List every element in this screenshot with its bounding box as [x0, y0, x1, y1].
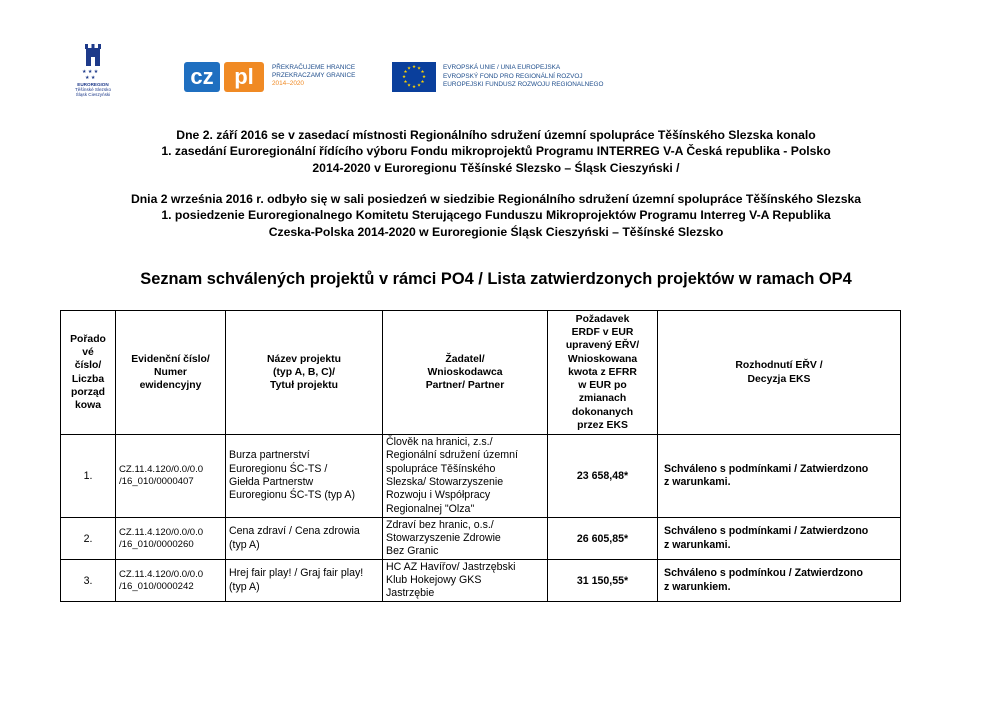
row-number: 2.: [61, 518, 116, 560]
row-evid: CZ.11.4.120/0.0/0.0 /16_010/0000242: [116, 560, 226, 602]
tower-icon: [78, 42, 108, 82]
row-number: 1.: [61, 435, 116, 518]
row-evid: CZ.11.4.120/0.0/0.0 /16_010/0000407: [116, 435, 226, 518]
header-num: Pořado vé číslo/ Liczba porząd kowa: [61, 311, 116, 435]
header-amount: Požadavek ERDF v EUR upravený EŘV/ Wnioskowana kwota z EFRR w EUR po zmianach dokonanych przez EKS: [548, 311, 658, 435]
eu-line-1: EVROPSKÁ UNIE / UNIA EUROPEJSKA: [443, 64, 561, 71]
eu-stars-icon: [392, 62, 436, 92]
svg-text:★ ★ ★: ★ ★ ★: [82, 69, 99, 75]
svg-text:★: ★: [412, 84, 417, 89]
svg-text:★: ★: [417, 65, 422, 71]
table-header-row: [61, 311, 901, 435]
czpl-pl-box: pl: [224, 62, 264, 92]
row-decision: Schváleno s podmínkami / Zatwierdzono z warunkami.: [658, 518, 901, 560]
svg-text:★: ★: [420, 69, 425, 74]
czpl-slogan-pl: PRZEKRACZAMY GRANICE: [272, 72, 356, 79]
row-evid: CZ.11.4.120/0.0/0.0 /16_010/0000260: [116, 518, 226, 560]
svg-text:★: ★: [407, 65, 412, 71]
czpl-period: 2014–2020: [272, 80, 304, 87]
row-project-name: Cena zdraví / Cena zdrowia (typ A): [226, 518, 383, 560]
row-project-name: Burza partnerství Euroregionu ŚC-TS / Giełda Partnerstw Euroregionu ŚC-TS (typ A): [226, 435, 383, 518]
header-decision: Rozhodnutí EŘV / Decyzja EKS: [658, 311, 901, 435]
row-amount: 23 658,48*: [548, 435, 658, 518]
row-applicant: Člověk na hranici, z.s./ Regionální sdružení územní spolupráce Těšínského Slezska/ Stowarzyszenie Rozwoju i Współpracy Regionalnej "Olza": [383, 435, 548, 518]
header-name: Název projektu (typ A, B, C)/ Tytuł projektu: [226, 311, 383, 435]
row-applicant: HC AZ Havířov/ Jastrzębski Klub Hokejowy GKS Jastrzębie: [383, 560, 548, 602]
czpl-slogan: [272, 64, 355, 88]
row-decision: Schváleno s podmínkou / Zatwierdzono z warunkiem.: [658, 560, 901, 602]
euroregion-logo: [68, 42, 118, 97]
czpl-cz-box: cz: [184, 62, 220, 92]
svg-text:★: ★: [403, 79, 408, 84]
intro-czech: [40, 127, 952, 176]
row-project-name: Hrej fair play! / Graj fair play! (typ A): [226, 560, 383, 602]
row-number: 3.: [61, 560, 116, 602]
intro-cz-line: 2014-2020 v Euroregionu Těšínské Slezsko – Śląsk Cieszyński /: [312, 160, 680, 175]
table-row: [61, 518, 901, 560]
euroregion-pl-name: Śląsk Cieszyński: [75, 92, 111, 97]
svg-text:★: ★: [417, 82, 422, 88]
list-title: Seznam schválených projektů v rámci PO4 / Lista zatwierdzonych projektów w ramach OP4: [140, 270, 852, 288]
row-applicant: Zdraví bez hranic, o.s./ Stowarzyszenie Zdrowie Bez Granic: [383, 518, 548, 560]
intro-polish: [40, 191, 952, 240]
eu-fund-text: [443, 64, 604, 90]
header-applicant: Žadatel/ Wnioskodawca Partner/ Partner: [383, 311, 548, 435]
intro-pl-line: Dnia 2 września 2016 r. odbyło się w sali posiedzeń w siedzibie Regionálního sdružení územní spolupráce Těšínského Slezska: [130, 192, 862, 206]
projects-table: [60, 310, 901, 602]
eu-line-2: EVROPSKÝ FOND PRO REGIONÁLNÍ ROZVOJ: [443, 72, 583, 80]
intro-cz-line: 1. zasedání Euroregionální řídícího výboru Fondu mikroprojektů Programu INTERREG V-A Česká republika - Polsko: [161, 144, 831, 159]
table-row: [61, 435, 901, 518]
intro-pl-line: Czeska-Polska 2014-2020 w Euroregionie Śląsk Cieszyński – Těšínské Slezsko: [268, 224, 724, 239]
svg-text:★: ★: [403, 69, 408, 74]
eu-flag: [392, 62, 436, 92]
intro-pl-line: 1. posiedzenie Euroregionalnego Komitetu Sterującego Funduszu Mikroprojektów Programu Interreg V-A Republika: [161, 208, 831, 223]
svg-text:★: ★: [422, 74, 427, 79]
svg-text:★ ★: ★ ★: [85, 75, 96, 81]
euroregion-name: EUROREGION: [77, 82, 109, 87]
row-amount: 31 150,55*: [548, 560, 658, 602]
row-decision: Schváleno s podmínkami / Zatwierdzono z warunkami.: [658, 435, 901, 518]
header-evid: Evidenční číslo/ Numer ewidencyjny: [116, 311, 226, 435]
svg-text:★: ★: [420, 79, 425, 84]
row-amount: 26 605,85*: [548, 518, 658, 560]
svg-text:★: ★: [407, 82, 412, 88]
euroregion-cz-name: Těšínské Slezsko: [75, 87, 111, 92]
svg-text:★: ★: [402, 74, 407, 79]
table-row: [61, 560, 901, 602]
svg-text:★: ★: [412, 64, 417, 69]
eu-line-3: EUROPEJSKI FUNDUSZ ROZWOJU REGIONALNEGO: [443, 81, 604, 88]
czpl-slogan-cz: PŘEKRAČUJEME HRANICE: [272, 64, 356, 71]
intro-cz-line: Dne 2. září 2016 se v zasedací místnosti Regionálního sdružení územní spolupráce Těšínského Slezska konalo: [176, 128, 816, 142]
